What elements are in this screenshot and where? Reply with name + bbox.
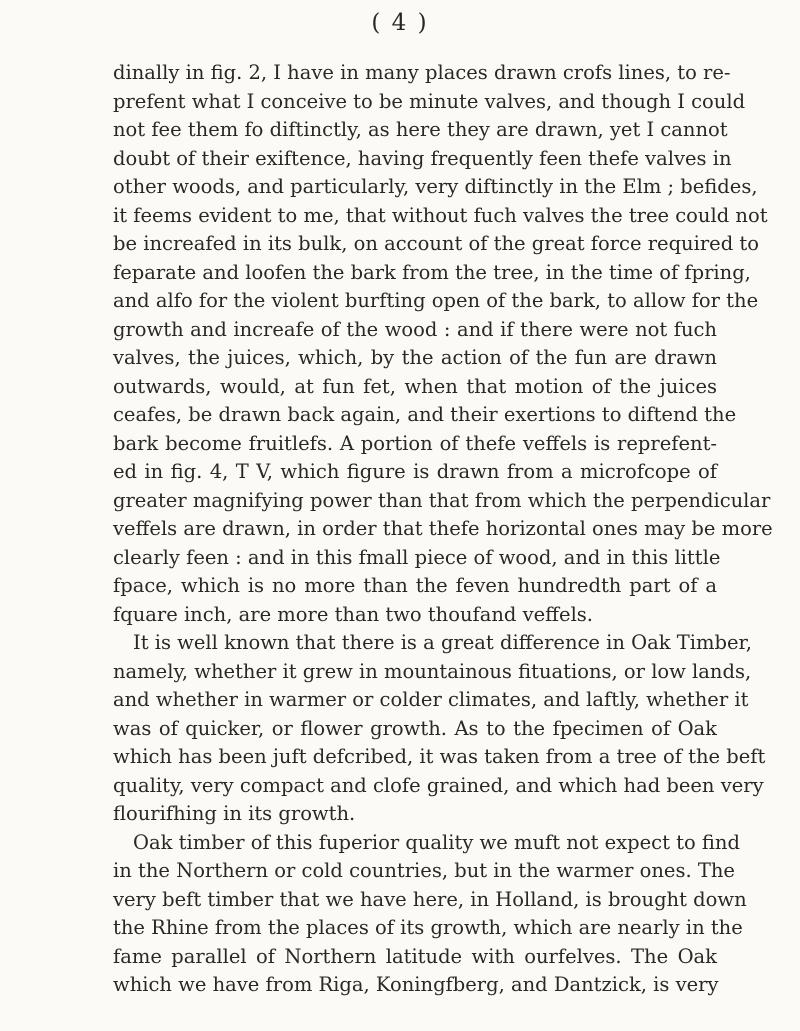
text-line: growth and increafe of the wood : and if there were not fuch <box>113 317 717 341</box>
text-line: It is well known that there is a great difference in Oak Timber, <box>133 631 752 654</box>
text-line: not fee them fo diftinctly, as here they are drawn, yet I cannot <box>113 118 728 141</box>
text-line: which we have from Riga, Koningfberg, and Dantzick, is very <box>113 973 719 996</box>
text-line: valves, the juices, which, by the action of the fun are drawn <box>113 346 717 369</box>
text-line: clearly feen : and in this fmall piece of wood, and in this little <box>113 545 721 569</box>
text-line: veffels are drawn, in order that thefe horizontal ones may be more <box>113 517 773 540</box>
text-line: doubt of their exiftence, having frequently feen thefe valves in <box>113 146 732 170</box>
text-line: ed in fig. 4, T V, which figure is drawn from a microfcope of <box>113 460 717 483</box>
text-line: in the Northern or cold countries, but in the warmer ones. The <box>113 859 735 882</box>
text-line: prefent what I conceive to be minute valves, and though I could <box>113 89 746 113</box>
text-line: greater magnifying power than that from which the perpendicular <box>113 488 771 512</box>
page-number: ( 4 ) <box>371 10 429 36</box>
text-line: feparate and loofen the bark from the tree, in the time of fpring, <box>113 260 751 284</box>
text-line: and alfo for the violent burfting open of the bark, to allow for the <box>113 289 759 312</box>
text-line: namely, whether it grew in mountainous fituations, or low lands, <box>113 659 752 683</box>
text-line: was of quicker, or flower growth. As to the fpecimen of Oak <box>113 716 717 740</box>
text-line: bark become fruitlefs. A portion of thefe veffels is reprefent- <box>113 431 717 455</box>
text-line: outwards, would, at fun fet, when that motion of the juices <box>113 374 717 398</box>
text-line: and whether in warmer or colder climates, and laftly, whether it <box>113 688 749 711</box>
text-line: quality, very compact and clofe grained, and which had been very <box>113 773 764 797</box>
text-line: the Rhine from the places of its growth, which are nearly in the <box>113 916 743 939</box>
text-line: it feems evident to me, that without fuch valves the tree could not <box>113 203 768 227</box>
text-line: fpace, which is no more than the feven hundredth part of a <box>113 574 717 597</box>
text-line: flourifhing in its growth. <box>113 802 356 825</box>
text-line: very beft timber that we have here, in Holland, is brought down <box>113 887 747 911</box>
text-line: be increafed in its bulk, on account of the great force required to <box>113 232 759 255</box>
text-line: fame parallel of Northern latitude with ourfelves. The Oak <box>113 944 717 968</box>
text-line: other woods, and particularly, very diftinctly in the Elm ; befides, <box>113 175 758 198</box>
text-line: dinally in fig. 2, I have in many places drawn crofs lines, to re- <box>113 61 731 84</box>
text-line: fquare inch, are more than two thoufand veffels. <box>113 602 594 626</box>
text-line: ceafes, be drawn back again, and their exertions to diftend the <box>113 403 737 426</box>
body-text <box>113 59 773 1000</box>
text-line: which has been juft defcribed, it was taken from a tree of the beft <box>113 745 766 768</box>
text-line: Oak timber of this fuperior quality we muft not expect to find <box>133 830 740 854</box>
